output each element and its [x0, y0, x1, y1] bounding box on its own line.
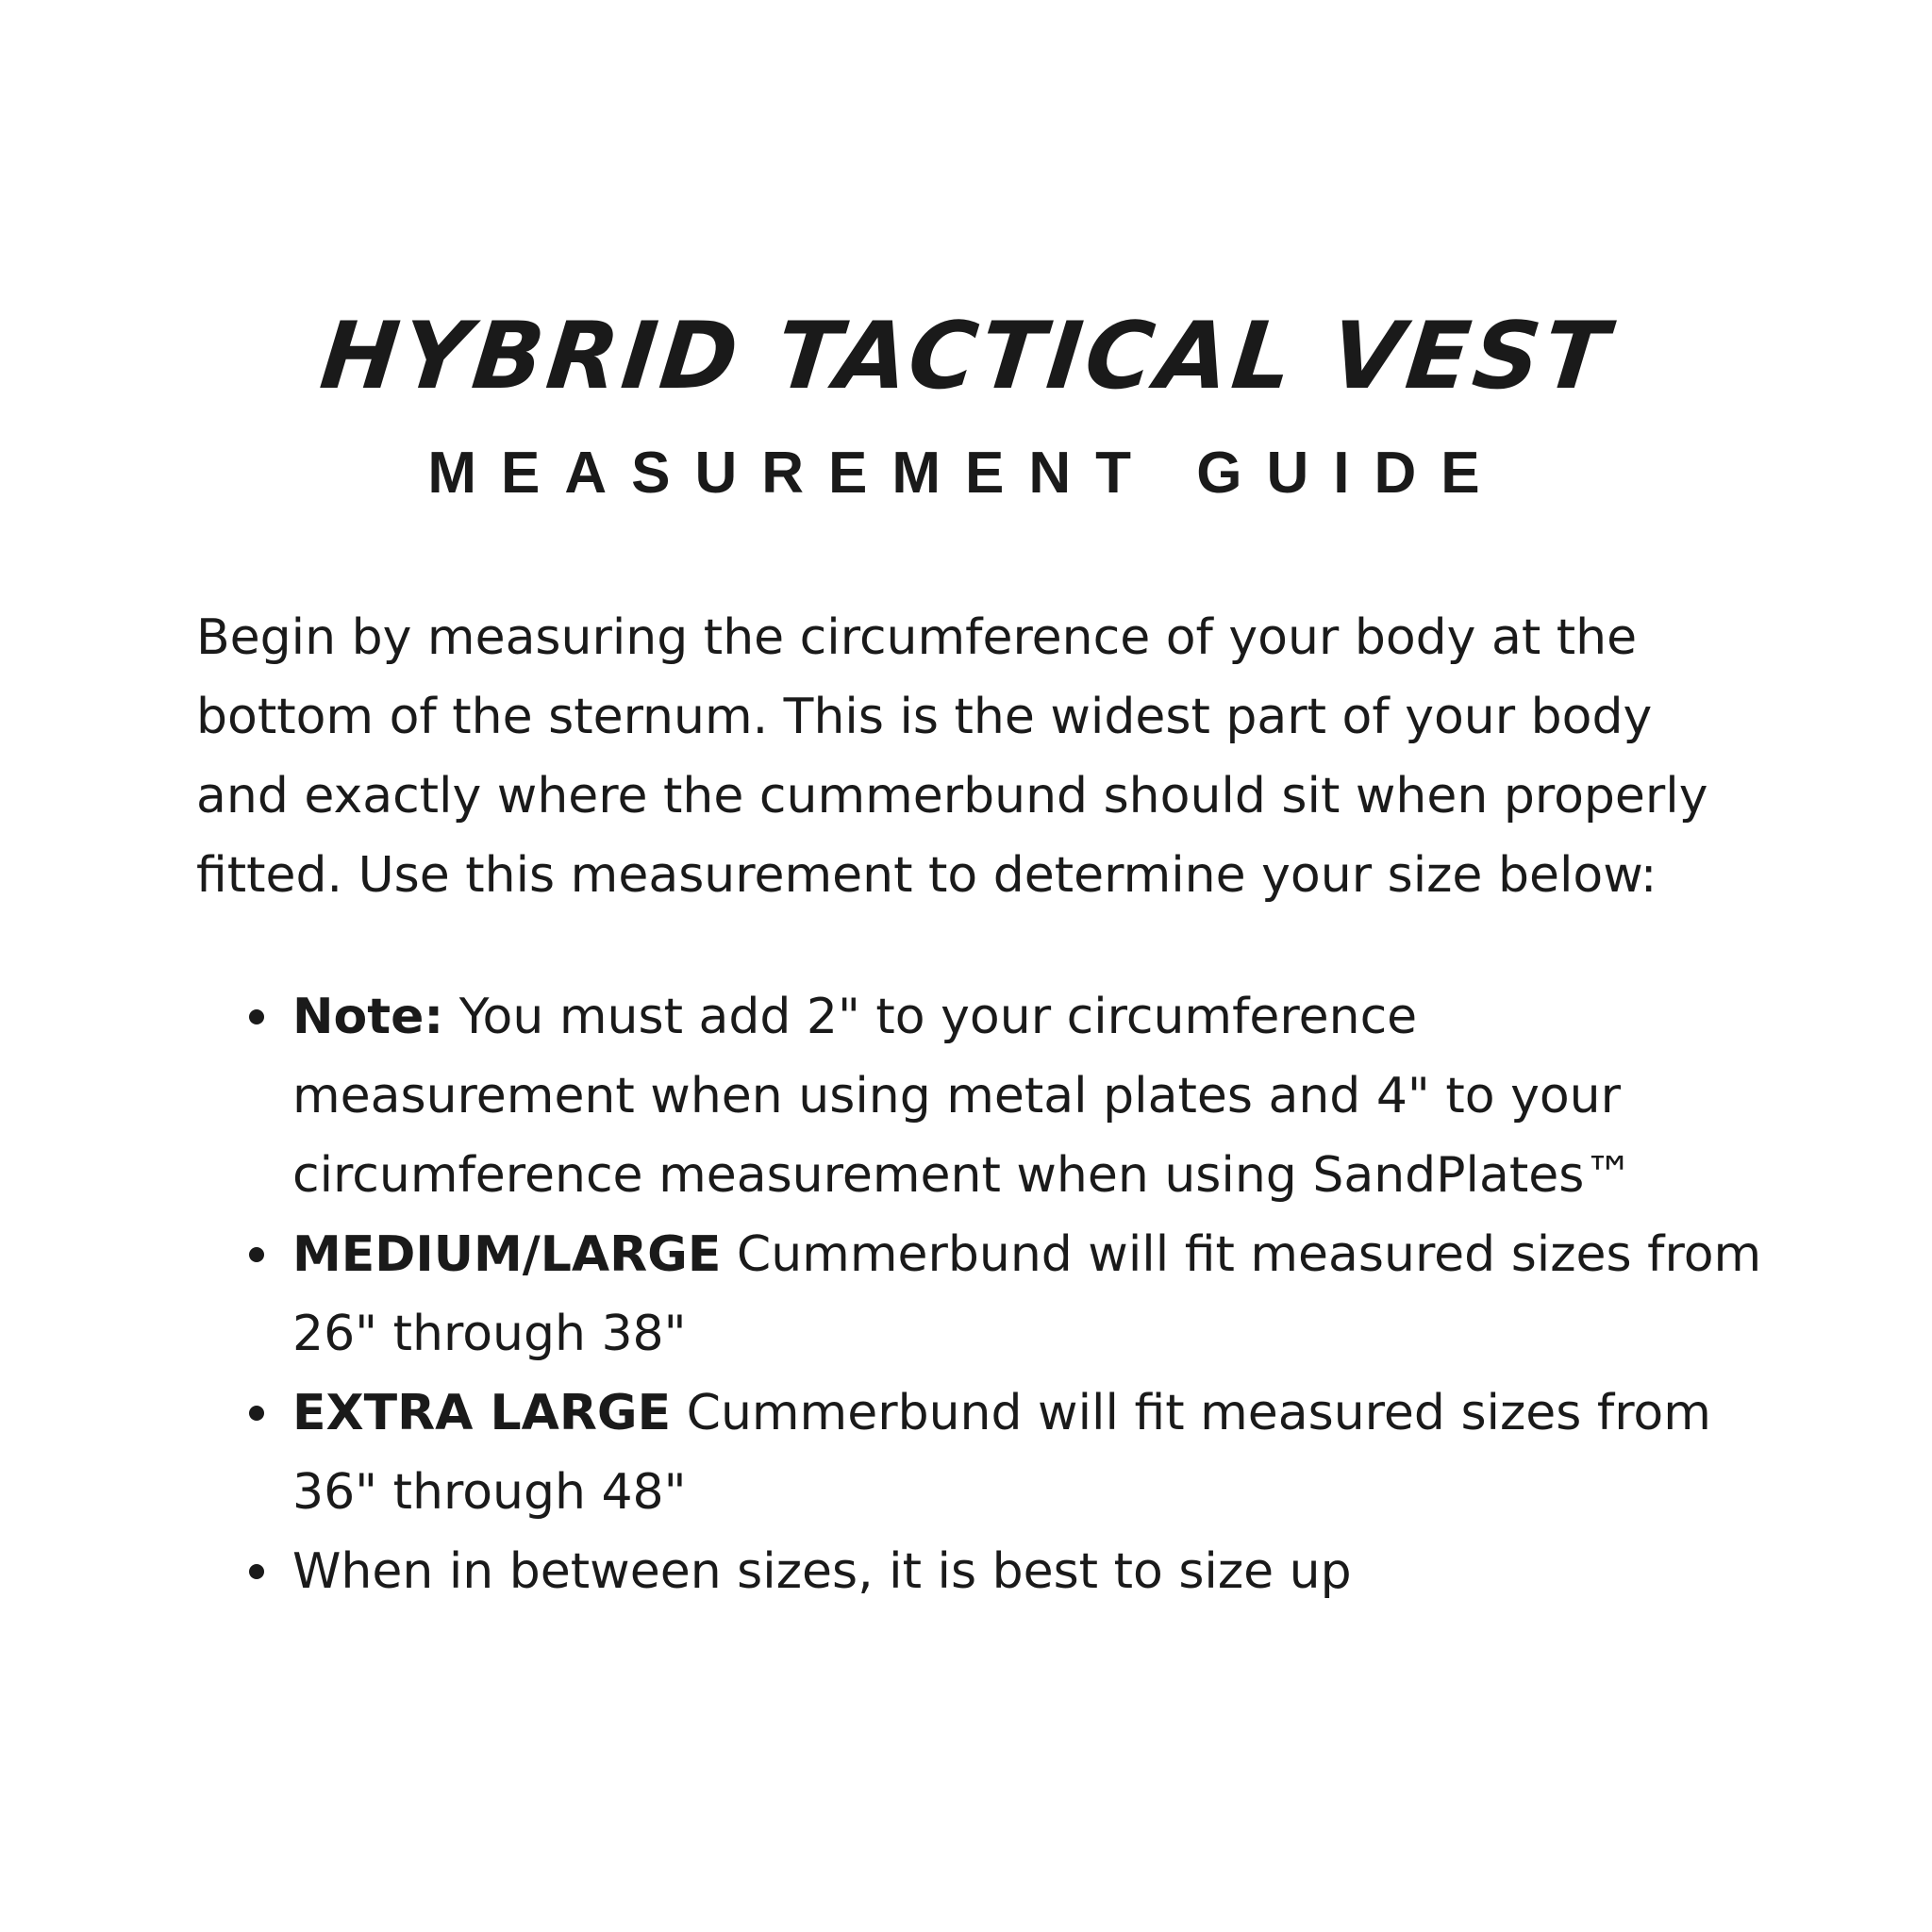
- extra-large-label: EXTRA LARGE: [292, 1385, 672, 1441]
- note-text: You must add 2" to your circumference measurement when using metal plates and 4" to your circumference measurement when using SandPlates™: [292, 989, 1634, 1204]
- list-item-extra-large: [292, 1374, 1764, 1532]
- list-item-note: [292, 977, 1764, 1215]
- medium-large-label: MEDIUM/LARGE: [292, 1226, 722, 1283]
- bullet-dot-icon: [249, 1406, 264, 1421]
- bullet-dot-icon: [249, 1009, 264, 1024]
- page-subtitle: MEASUREMENT GUIDE: [427, 441, 1505, 506]
- note-label: Note:: [292, 989, 444, 1045]
- extra-large-text: Cummerbund will fit measured sizes from 36" through 48": [292, 1385, 1711, 1521]
- bullet-dot-icon: [249, 1247, 264, 1262]
- list-item-size-up: [292, 1532, 1764, 1611]
- medium-large-text: Cummerbund will fit measured sizes from 26" through 38": [292, 1226, 1762, 1362]
- list-item-medium-large: [292, 1215, 1764, 1374]
- size-guide-list: [292, 977, 1764, 1611]
- intro-paragraph: Begin by measuring the circumference of your body at the bottom of the sternum. This is the widest part of your body and exactly where the cummerbund should sit when properly fitted. Use this measurement to determine your size below:: [196, 609, 1708, 904]
- bullet-dot-icon: [249, 1564, 264, 1579]
- size-up-text: When in between sizes, it is best to size up: [292, 1543, 1352, 1600]
- page-title: HYBRID TACTICAL VEST: [315, 303, 1617, 410]
